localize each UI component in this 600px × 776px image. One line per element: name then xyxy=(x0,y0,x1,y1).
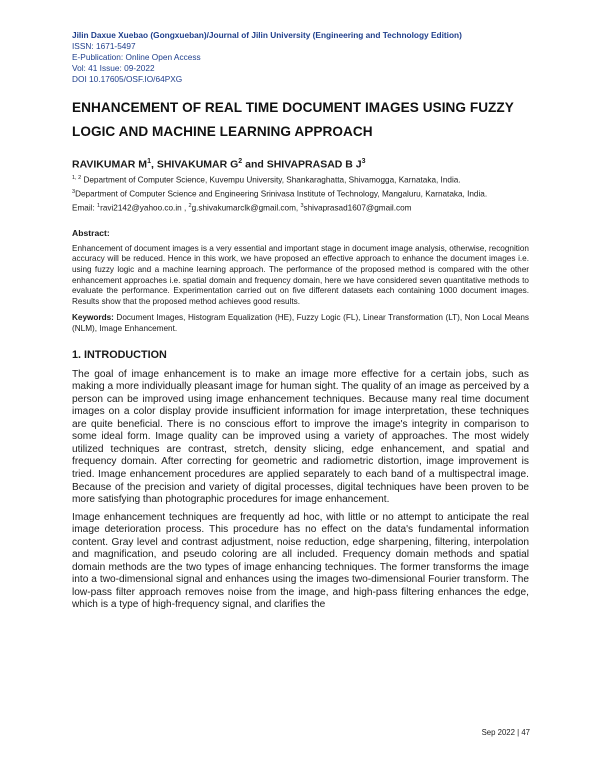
affiliation-superscript: 1, 2 xyxy=(72,174,82,181)
journal-header xyxy=(72,30,529,85)
author-list xyxy=(72,155,529,172)
email-superscript: 1 xyxy=(97,203,101,210)
journal-doi: DOI 10.17605/OSF.IO/64PXG xyxy=(72,74,183,84)
email-line xyxy=(72,201,529,214)
affiliation-2 xyxy=(72,187,529,200)
journal-title: Jilin Daxue Xuebao (Gongxueban)/Journal of Jilin University (Engineering and Technology Edition) xyxy=(72,30,462,40)
author-separator: and xyxy=(242,158,267,171)
abstract-text: Enhancement of document images is a very essential and important stage in document image analysis, otherwise, recognition accuracy will be reduced. Hence in this work, we have proposed an effective approach to enhance the document images i.e. using fuzzy logic and a machine learning approach. The performance of the proposed method is compared with the other enhancement approaches i.e. spatial domain and frequency domain, here we have considered seven quantitative methods to evaluate the performance. Experimentation carried out on five different datasets each containing 1000 document images. Results show that the proposed method achieves good results. xyxy=(72,243,529,306)
author-name: RAVIKUMAR M xyxy=(72,158,148,171)
email-address: g.shivakumarclk@gmail.com, xyxy=(191,203,301,213)
abstract-heading: Abstract: xyxy=(72,227,110,238)
paper-title: ENHANCEMENT OF REAL TIME DOCUMENT IMAGES USING FUZZY LOGIC AND MACHINE LEARNING APPROACH xyxy=(72,100,514,139)
email-address: shivaprasad1607@gmail.com xyxy=(303,203,412,213)
section-heading: 1. INTRODUCTION xyxy=(72,348,167,361)
affiliation-text: Department of Computer Science, Kuvempu University, Shankaraghatta, Shivamogga, Karnataka, India. xyxy=(81,175,461,185)
author-name: SHIVAPRASAD B J xyxy=(266,158,362,171)
author-name: SHIVAKUMAR G xyxy=(156,158,239,171)
author-superscript: 3 xyxy=(361,158,366,165)
author-superscript: 2 xyxy=(238,158,243,165)
body-paragraph: Image enhancement techniques are frequently ad hoc, with little or no attempt to anticipate the real image deterioration process. This procedure has no effect on the data's fundamental information content. Gray level and contrast adjustment, noise reduction, edge sharpening, filtering, interpolation and magnification, and pseudo coloring are all included. Frequency domain methods and spatial domain methods are the two types of image enhancing techniques. The former transforms the image into a two-dimensional signal and enhances using the images two-dimensional Fourier transform. The low-pass filter approach removes noise from the image, and high-pass filtering enhances the edge, which is a type of high-frequency signal, and clarifies the xyxy=(72,511,529,611)
affiliation-1 xyxy=(72,173,529,186)
email-address: ravi2142@yahoo.co.in , xyxy=(100,203,189,213)
keywords-text: Document Images, Histogram Equalization (HE), Fuzzy Logic (FL), Linear Transformation (LT), Non Local Means (NLM), Image Enhancement. xyxy=(72,313,529,334)
affiliation-superscript: 3 xyxy=(72,188,76,195)
journal-publication: E-Publication: Online Open Access xyxy=(72,52,201,62)
email-superscript: 3 xyxy=(300,203,304,210)
journal-volume: Vol: 41 Issue: 09-2022 xyxy=(72,63,155,73)
email-label: Email: xyxy=(72,203,98,213)
journal-issn: ISSN: 1671-5497 xyxy=(72,41,136,51)
author-superscript: 1 xyxy=(147,158,151,165)
author-separator: , xyxy=(150,158,157,171)
keywords xyxy=(72,313,529,334)
body-paragraph: The goal of image enhancement is to make an image more effective for a certain jobs, such as making a more individually pleasant image for human sight. The quality of an image as perceived by a person can be improved using image enhancement techniques. Because many real time document images on a color display provide insufficient information for image interpretation, these techniques are quite beneficial. There is no conscious effort to improve the image's integrity in comparison to some ideal form. Image quality can be improved using a variety of approaches. The most widely utilized techniques are contrast, stretch, density slicing, edge enhancement, and spatial and frequency domain. After correcting for geometric and radiometric distortion, image improvement is tried. Image enhancement procedures are applied separately to each band of a multispectral image. Because of the precision and variety of digital processes, digital techniques have been proven to be more satisfying than photographic procedures for image enhancement. xyxy=(72,368,529,506)
keywords-label: Keywords: xyxy=(72,313,114,323)
paper-page xyxy=(72,30,529,612)
page-footer: Sep 2022 | 47 xyxy=(481,728,530,737)
email-superscript: 2 xyxy=(188,203,192,210)
affiliation-text: Department of Computer Science and Engineering Srinivasa Institute of Technology, Mangaluru, Karnataka, India. xyxy=(75,189,488,199)
